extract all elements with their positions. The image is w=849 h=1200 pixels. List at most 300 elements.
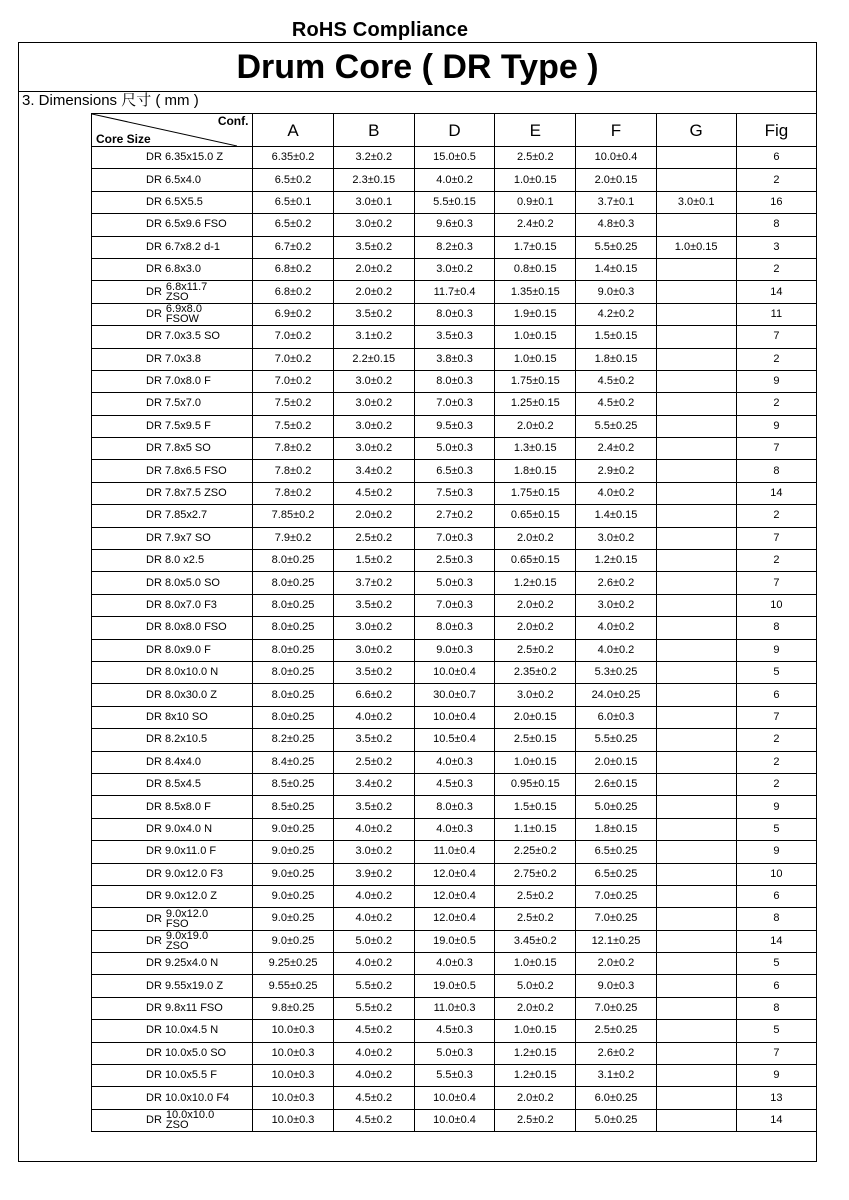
table-row <box>92 796 817 818</box>
dimension-cell: 3.0±0.1 <box>656 191 736 213</box>
table-row <box>92 975 817 997</box>
dimension-cell: 9 <box>736 796 816 818</box>
dimension-cell: 1.8±0.15 <box>495 460 576 482</box>
dimension-cell: 2 <box>736 751 816 773</box>
table-row <box>92 527 817 549</box>
dimension-cell: 0.95±0.15 <box>495 773 576 795</box>
rohs-compliance-heading: RoHS Compliance <box>291 19 469 41</box>
core-size-label: DR <box>146 1114 162 1127</box>
table-row <box>92 751 817 773</box>
table-row <box>92 326 817 348</box>
core-size-line-1: 6.8x11.7 <box>165 281 208 294</box>
dimension-cell: 4.0±0.2 <box>333 1065 414 1087</box>
core-size-cell <box>92 191 253 213</box>
dimension-cell <box>656 684 736 706</box>
dimension-cell: 1.0±0.15 <box>495 953 576 975</box>
dimension-cell: 3.7±0.1 <box>576 191 656 213</box>
column-header: B <box>333 114 414 147</box>
core-size-label: DR <box>146 935 162 948</box>
dimension-cell: 12.0±0.4 <box>414 908 494 930</box>
dimension-cell: 2.0±0.15 <box>495 706 576 728</box>
dimension-cell: 3.9±0.2 <box>333 863 414 885</box>
dimension-cell: 19.0±0.5 <box>414 975 494 997</box>
dimension-cell: 1.25±0.15 <box>495 393 576 415</box>
dimension-cell: 9 <box>736 639 816 661</box>
core-size-line-2: FSOW <box>165 313 199 326</box>
core-size-label: DR 9.8x11 FSO <box>146 1002 223 1015</box>
dimension-cell: 3.0±0.2 <box>333 639 414 661</box>
dimension-cell: 1.0±0.15 <box>495 169 576 191</box>
core-size-label: DR 7.5x7.0 <box>146 397 202 410</box>
dimension-cell <box>656 796 736 818</box>
dimension-cell: 7 <box>736 527 816 549</box>
dimension-cell: 3.4±0.2 <box>333 773 414 795</box>
table-row <box>92 1042 817 1064</box>
core-size-label: DR 8.0x30.0 Z <box>146 688 217 701</box>
dimension-cell: 1.3±0.15 <box>495 438 576 460</box>
dimension-cell: 8 <box>736 214 816 236</box>
dimension-cell: 7 <box>736 1042 816 1064</box>
core-size-cell <box>92 684 253 706</box>
dimension-cell: 3.0±0.2 <box>333 393 414 415</box>
dimension-cell <box>656 953 736 975</box>
dimension-cell: 4.5±0.2 <box>333 1020 414 1042</box>
dimension-cell: 8.0±0.25 <box>253 550 333 572</box>
dimension-cell: 9.0±0.3 <box>576 975 656 997</box>
dimension-cell: 4.2±0.2 <box>576 303 656 325</box>
dimension-cell: 3.0±0.2 <box>576 594 656 616</box>
core-size-cell <box>92 258 253 280</box>
core-size-cell <box>92 841 253 863</box>
dimension-cell: 3.5±0.2 <box>333 303 414 325</box>
dimension-cell: 9.25±0.25 <box>253 953 333 975</box>
dimension-cell: 7.0±0.25 <box>576 997 656 1019</box>
dimension-cell: 3.0±0.2 <box>333 415 414 437</box>
dimension-cell: 8 <box>736 460 816 482</box>
dimension-cell: 7.9±0.2 <box>253 527 333 549</box>
dimension-cell: 6.0±0.25 <box>576 1087 656 1109</box>
table-row <box>92 885 817 907</box>
dimension-cell <box>656 773 736 795</box>
dimension-cell: 2.5±0.15 <box>495 729 576 751</box>
table-row <box>92 348 817 370</box>
dimension-cell: 5.0±0.2 <box>333 930 414 952</box>
core-size-label: DR 7.0x3.8 <box>146 352 202 365</box>
dimension-cell: 12.0±0.4 <box>414 885 494 907</box>
core-size-label: DR 8.5x4.5 <box>146 778 202 791</box>
dimension-cell: 9.0±0.25 <box>253 818 333 840</box>
corner-core-size-label: Core Size <box>96 132 151 146</box>
table-row <box>92 505 817 527</box>
dimension-cell: 3.1±0.2 <box>333 326 414 348</box>
dimension-cell: 5 <box>736 953 816 975</box>
core-size-label: DR 10.0x5.0 SO <box>146 1046 227 1059</box>
core-size-label: DR 7.5x9.5 F <box>146 419 211 432</box>
table-row <box>92 303 817 325</box>
dimension-cell: 1.5±0.15 <box>576 326 656 348</box>
core-size-cell <box>92 370 253 392</box>
core-size-cell <box>92 773 253 795</box>
dimension-cell: 1.2±0.15 <box>576 550 656 572</box>
dimension-cell: 6.5±0.2 <box>253 169 333 191</box>
column-header: Fig <box>736 114 816 147</box>
table-row <box>92 281 817 303</box>
dimension-cell: 2.0±0.2 <box>333 258 414 280</box>
dimension-cell: 2.0±0.15 <box>576 751 656 773</box>
table-header-row <box>92 114 817 147</box>
dimension-cell: 2.6±0.15 <box>576 773 656 795</box>
table-row <box>92 863 817 885</box>
dimension-cell: 2 <box>736 258 816 280</box>
dimension-cell: 5.3±0.25 <box>576 661 656 683</box>
core-size-label: DR 7.9x7 SO <box>146 531 211 544</box>
dimension-cell: 8.0±0.25 <box>253 594 333 616</box>
dimension-cell: 3.5±0.3 <box>414 326 494 348</box>
dimension-cell: 10.0±0.3 <box>253 1087 333 1109</box>
dimension-cell: 10.0±0.3 <box>253 1065 333 1087</box>
core-size-cell <box>92 1042 253 1064</box>
dimension-cell <box>656 482 736 504</box>
dimension-cell: 2.5±0.2 <box>495 1109 576 1131</box>
dimension-cell: 8.0±0.25 <box>253 617 333 639</box>
dimension-cell: 2.0±0.2 <box>495 527 576 549</box>
dimension-cell: 2.5±0.25 <box>576 1020 656 1042</box>
core-size-cell <box>92 1109 253 1131</box>
table-row <box>92 482 817 504</box>
dimension-cell: 1.2±0.15 <box>495 1042 576 1064</box>
dimension-cell: 7.8±0.2 <box>253 482 333 504</box>
core-size-line-2: FSO <box>165 917 189 930</box>
table-row <box>92 370 817 392</box>
dimension-cell: 9.6±0.3 <box>414 214 494 236</box>
dimension-cell <box>656 214 736 236</box>
core-size-line-2: ZSO <box>165 940 189 953</box>
dimension-cell <box>656 438 736 460</box>
dimension-cell <box>656 1042 736 1064</box>
dimension-cell: 7 <box>736 438 816 460</box>
dimension-cell: 3.0±0.2 <box>495 684 576 706</box>
dimension-cell: 3.5±0.2 <box>333 236 414 258</box>
core-size-label: DR 8.0x9.0 F <box>146 643 211 656</box>
core-size-label: DR <box>146 308 162 321</box>
table-row <box>92 729 817 751</box>
dimension-cell <box>656 706 736 728</box>
dimension-cell: 0.65±0.15 <box>495 505 576 527</box>
table-row <box>92 214 817 236</box>
core-size-wrapped <box>166 1110 214 1130</box>
column-header: D <box>414 114 494 147</box>
core-size-label: DR 9.0x12.0 Z <box>146 890 217 903</box>
dimension-cell: 2.25±0.2 <box>495 841 576 863</box>
core-size-label: DR 6.35x15.0 Z <box>146 151 224 164</box>
core-size-cell <box>92 997 253 1019</box>
dimension-cell: 2.5±0.2 <box>495 908 576 930</box>
dimension-cell: 8.2±0.25 <box>253 729 333 751</box>
dimension-cell: 5.0±0.3 <box>414 1042 494 1064</box>
dimension-cell: 4.5±0.2 <box>333 482 414 504</box>
core-size-cell <box>92 617 253 639</box>
core-size-label: DR 8.5x8.0 F <box>146 800 211 813</box>
core-size-cell <box>92 415 253 437</box>
core-size-label: DR 10.0x4.5 N <box>146 1024 219 1037</box>
dimension-cell <box>656 1087 736 1109</box>
dimension-cell: 4.0±0.2 <box>576 482 656 504</box>
dimension-cell: 6.8±0.2 <box>253 281 333 303</box>
dimension-cell: 3.5±0.2 <box>333 796 414 818</box>
dimension-cell: 11 <box>736 303 816 325</box>
dimension-cell: 2.75±0.2 <box>495 863 576 885</box>
dimension-cell: 1.35±0.15 <box>495 281 576 303</box>
dimension-cell <box>656 572 736 594</box>
dimension-cell <box>656 169 736 191</box>
dimension-cell: 8.2±0.3 <box>414 236 494 258</box>
dimension-cell: 3.0±0.2 <box>333 370 414 392</box>
table-row <box>92 236 817 258</box>
dimension-cell: 8.0±0.25 <box>253 639 333 661</box>
dimension-cell <box>656 258 736 280</box>
dimension-cell: 4.5±0.2 <box>333 1087 414 1109</box>
core-size-label: DR 7.8x6.5 FSO <box>146 464 227 477</box>
dimension-cell: 7.0±0.2 <box>253 370 333 392</box>
dimension-cell: 14 <box>736 482 816 504</box>
core-size-cell <box>92 818 253 840</box>
dimension-cell <box>656 818 736 840</box>
dimension-cell <box>656 550 736 572</box>
dimension-cell: 4.5±0.2 <box>576 370 656 392</box>
dimension-cell: 2.5±0.2 <box>495 639 576 661</box>
table-row <box>92 908 817 930</box>
dimension-cell: 1.5±0.2 <box>333 550 414 572</box>
dimension-cell: 3.8±0.3 <box>414 348 494 370</box>
table-row <box>92 684 817 706</box>
core-size-cell <box>92 348 253 370</box>
dimension-cell: 9.0±0.25 <box>253 841 333 863</box>
dimension-cell: 2.0±0.2 <box>333 281 414 303</box>
table-row <box>92 706 817 728</box>
dimension-cell <box>656 617 736 639</box>
dimension-cell: 2 <box>736 773 816 795</box>
dimension-cell: 2.0±0.2 <box>495 997 576 1019</box>
dimension-cell: 3 <box>736 236 816 258</box>
dimension-cell: 10.0±0.4 <box>414 1109 494 1131</box>
dimension-cell: 2.35±0.2 <box>495 661 576 683</box>
dimension-cell <box>656 997 736 1019</box>
dimension-cell: 9 <box>736 1065 816 1087</box>
core-size-label: DR 6.7x8.2 d-1 <box>146 240 220 253</box>
dimension-cell: 8.5±0.25 <box>253 773 333 795</box>
dimension-cell: 14 <box>736 1109 816 1131</box>
dimension-cell: 1.0±0.15 <box>656 236 736 258</box>
core-size-cell <box>92 885 253 907</box>
core-size-cell <box>92 1065 253 1087</box>
dimension-cell: 2.0±0.2 <box>495 594 576 616</box>
dimension-cell: 6.5±0.25 <box>576 841 656 863</box>
dimension-cell: 1.7±0.15 <box>495 236 576 258</box>
dimension-cell: 2.5±0.2 <box>495 885 576 907</box>
dimension-cell: 5.5±0.25 <box>576 236 656 258</box>
core-size-label: DR 7.85x2.7 <box>146 509 208 522</box>
core-size-cell <box>92 393 253 415</box>
dimension-cell <box>656 975 736 997</box>
dimension-cell: 2 <box>736 550 816 572</box>
dimension-cell: 2.7±0.2 <box>414 505 494 527</box>
table-body <box>92 147 817 1132</box>
dimension-cell: 4.0±0.3 <box>414 751 494 773</box>
core-size-cell <box>92 639 253 661</box>
dimension-cell: 2.3±0.15 <box>333 169 414 191</box>
dimension-cell: 9.5±0.3 <box>414 415 494 437</box>
dimension-cell: 4.5±0.2 <box>576 393 656 415</box>
dimension-cell: 2.4±0.2 <box>495 214 576 236</box>
dimension-cell: 2 <box>736 169 816 191</box>
table-row <box>92 147 817 169</box>
dimension-cell: 8.0±0.25 <box>253 572 333 594</box>
core-size-label: DR 8.0x7.0 F3 <box>146 599 217 611</box>
dimension-cell: 2 <box>736 393 816 415</box>
core-size-label: DR 10.0x5.5 F <box>146 1069 217 1082</box>
dimension-cell: 6.6±0.2 <box>333 684 414 706</box>
dimension-cell: 9.0±0.3 <box>576 281 656 303</box>
dimension-cell: 1.8±0.15 <box>576 348 656 370</box>
dimension-cell: 5.5±0.3 <box>414 1065 494 1087</box>
table-row <box>92 953 817 975</box>
page-title: Drum Core ( DR Type ) <box>18 42 817 92</box>
table-row <box>92 930 817 952</box>
dimension-cell: 11.7±0.4 <box>414 281 494 303</box>
dimension-cell: 24.0±0.25 <box>576 684 656 706</box>
core-size-label: DR 8.0x10.0 N <box>146 666 219 679</box>
core-size-line-2: ZSO <box>165 1119 189 1132</box>
dimension-cell: 9.0±0.3 <box>414 639 494 661</box>
table-row <box>92 594 817 616</box>
table-row <box>92 773 817 795</box>
dimension-cell: 7.8±0.2 <box>253 438 333 460</box>
core-size-cell <box>92 303 253 325</box>
dimension-cell: 6 <box>736 147 816 169</box>
core-size-cell <box>92 706 253 728</box>
core-size-wrapped <box>166 931 208 951</box>
dimension-cell: 3.0±0.2 <box>333 841 414 863</box>
dimension-cell: 7 <box>736 326 816 348</box>
dimension-cell <box>656 729 736 751</box>
dimension-cell: 12.1±0.25 <box>576 930 656 952</box>
core-size-label: DR 8.4x4.0 <box>146 755 202 768</box>
dimension-cell: 2 <box>736 729 816 751</box>
dimension-cell: 3.7±0.2 <box>333 572 414 594</box>
column-header: G <box>656 114 736 147</box>
table-row <box>92 460 817 482</box>
core-size-cell <box>92 908 253 930</box>
dimension-cell: 3.5±0.2 <box>333 594 414 616</box>
dimension-cell: 3.1±0.2 <box>576 1065 656 1087</box>
core-size-label: DR 7.8x5 SO <box>146 442 211 455</box>
dimension-cell: 4.0±0.2 <box>333 818 414 840</box>
table-row <box>92 841 817 863</box>
dimension-cell: 19.0±0.5 <box>414 930 494 952</box>
core-size-label: DR 7.0x3.5 SO <box>146 330 220 343</box>
dimension-cell <box>656 415 736 437</box>
core-size-label: DR 8.0x8.0 FSO <box>146 621 227 634</box>
dimension-cell: 8 <box>736 908 816 930</box>
core-size-label: DR 9.0x11.0 F <box>146 845 217 858</box>
dimension-cell <box>656 594 736 616</box>
table-row <box>92 572 817 594</box>
table-row <box>92 1020 817 1042</box>
dimension-cell: 9 <box>736 841 816 863</box>
dimension-cell <box>656 863 736 885</box>
core-size-cell <box>92 661 253 683</box>
dimension-cell: 7 <box>736 572 816 594</box>
table-row <box>92 393 817 415</box>
dimension-cell: 7.0±0.2 <box>253 348 333 370</box>
core-size-label: DR 9.55x19.0 Z <box>146 979 224 992</box>
column-header: A <box>253 114 333 147</box>
core-size-cell <box>92 796 253 818</box>
dimension-cell: 4.0±0.2 <box>576 617 656 639</box>
core-size-line-1: 9.0x19.0 <box>165 930 209 943</box>
dimension-cell: 15.0±0.5 <box>414 147 494 169</box>
dimension-cell: 9.0±0.25 <box>253 885 333 907</box>
dimension-cell: 3.5±0.2 <box>333 661 414 683</box>
dimension-cell: 6.5±0.25 <box>576 863 656 885</box>
dimension-cell: 6 <box>736 684 816 706</box>
dimension-cell: 7.85±0.2 <box>253 505 333 527</box>
dimension-cell <box>656 393 736 415</box>
dimension-cell: 4.5±0.3 <box>414 1020 494 1042</box>
core-size-label: DR 6.5x9.6 FSO <box>146 218 227 231</box>
dimension-cell: 6.9±0.2 <box>253 303 333 325</box>
dimension-cell: 5 <box>736 661 816 683</box>
dimension-cell: 8.0±0.25 <box>253 684 333 706</box>
dimension-cell: 4.0±0.2 <box>576 639 656 661</box>
dimension-cell: 1.2±0.15 <box>495 1065 576 1087</box>
core-size-label: DR 6.8x3.0 <box>146 263 202 276</box>
dimension-cell: 3.0±0.2 <box>333 617 414 639</box>
dimension-cell: 7.0±0.3 <box>414 594 494 616</box>
dimension-cell <box>656 661 736 683</box>
table-row <box>92 1109 817 1131</box>
dimension-cell: 2 <box>736 505 816 527</box>
dimension-cell: 14 <box>736 930 816 952</box>
dimension-cell: 3.0±0.1 <box>333 191 414 213</box>
dimension-cell: 2 <box>736 348 816 370</box>
core-size-wrapped <box>166 304 202 324</box>
dimension-cell: 9.0±0.25 <box>253 863 333 885</box>
dimension-cell: 10.0±0.3 <box>253 1042 333 1064</box>
core-size-label: DR 6.5X5.5 <box>146 195 203 208</box>
dimension-cell: 2.4±0.2 <box>576 438 656 460</box>
core-size-cell <box>92 326 253 348</box>
dimension-cell: 4.0±0.3 <box>414 818 494 840</box>
dimension-cell: 12.0±0.4 <box>414 863 494 885</box>
dimension-cell <box>656 751 736 773</box>
dimension-cell: 3.2±0.2 <box>333 147 414 169</box>
core-size-cell <box>92 438 253 460</box>
dimension-cell: 6.5±0.2 <box>253 214 333 236</box>
dimension-cell: 1.5±0.15 <box>495 796 576 818</box>
dimension-cell: 5.0±0.3 <box>414 438 494 460</box>
core-size-label: DR 9.0x4.0 N <box>146 822 213 835</box>
dimension-cell: 5.0±0.3 <box>414 572 494 594</box>
dimension-cell: 1.4±0.15 <box>576 258 656 280</box>
dimension-cell: 6.8±0.2 <box>253 258 333 280</box>
dimension-cell: 3.5±0.2 <box>333 729 414 751</box>
dimension-cell: 9 <box>736 370 816 392</box>
table-row <box>92 550 817 572</box>
dimension-cell: 1.0±0.15 <box>495 326 576 348</box>
dimensions-table <box>91 113 817 1132</box>
dimension-cell: 6.7±0.2 <box>253 236 333 258</box>
